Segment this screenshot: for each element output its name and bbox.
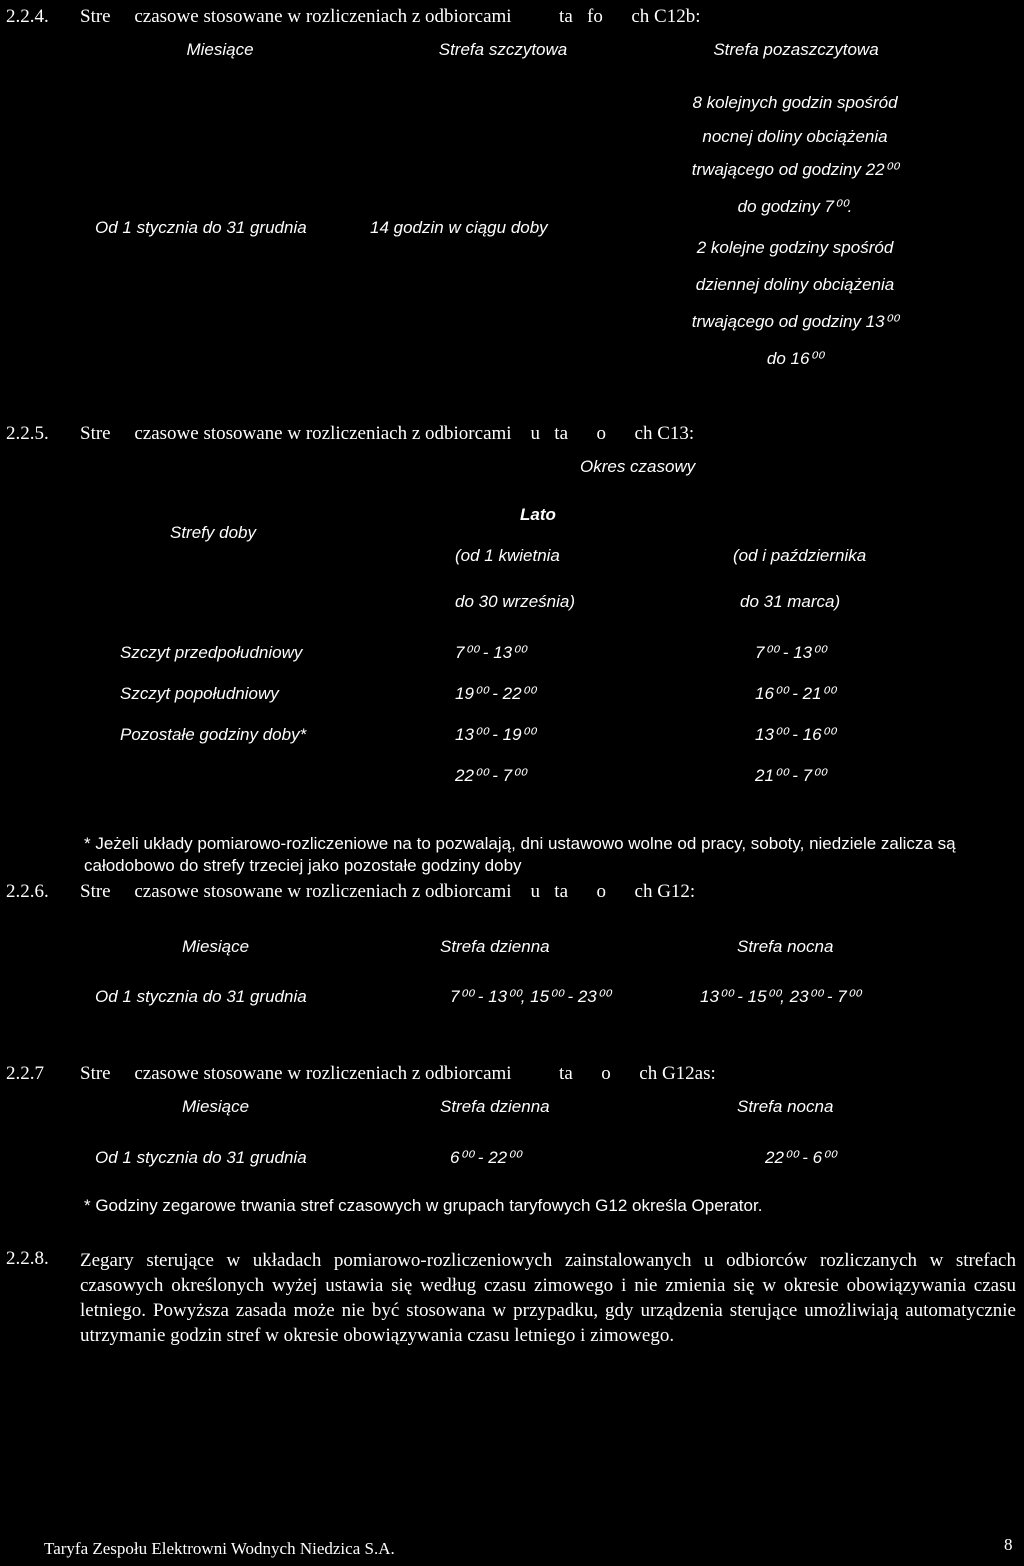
row-peak: 14 godzin w ciągu doby: [370, 218, 548, 237]
offpeak-line: do 16⁰⁰: [766, 349, 824, 368]
row-night: 13⁰⁰ - 15⁰⁰, 23⁰⁰ - 7⁰⁰: [700, 987, 861, 1006]
summer-to: do 30 września): [455, 592, 576, 611]
offpeak-line: 2 kolejne godziny spośród: [696, 238, 894, 257]
col-header-night: Strefa nocna: [737, 1097, 834, 1116]
col-header-peak: Strefa szczytowa: [438, 40, 568, 59]
zone-summer: 13⁰⁰ - 19⁰⁰: [455, 725, 536, 744]
section-heading-2-2-6: Stre czasowe stosowane w rozliczeniach z odbiorcami u ta o ch G12:: [80, 881, 696, 902]
col-header-months: Miesiące: [186, 40, 254, 59]
zone-winter: 21⁰⁰ - 7⁰⁰: [755, 766, 826, 785]
section-number-2-2-5: 2.2.5.: [6, 423, 49, 444]
offpeak-line: trwającego od godziny 13⁰⁰: [691, 312, 899, 331]
zones-header: Strefy doby: [170, 523, 256, 542]
col-header-months: Miesiące: [182, 1097, 250, 1116]
row-months: Od 1 stycznia do 31 grudnia: [95, 1148, 307, 1167]
page-number: 8: [1004, 1535, 1013, 1554]
zone-label: Szczyt popołudniowy: [120, 684, 279, 703]
winter-to: do 31 marca): [740, 592, 841, 611]
summer-from: (od 1 kwietnia: [455, 546, 560, 565]
section-number-2-2-4: 2.2.4.: [6, 6, 49, 27]
section-text-2-2-8: Zegary sterujące w układach pomiarowo-rozliczeniowych zainstalowanych u odbiorców rozliczanych w strefach czasowych określonych wyżej ustawia się według czasu zimowego i nie zmienia się w okresie obowiązywania czasu letniego. Powyższa zasada może nie być stosowana w przypadku, gdy urządzenia sterujące umożliwiają automatycznie utrzymanie godzin stref w okresie obowiązywania czasu letniego i zimowego.: [80, 1250, 1016, 1346]
row-night: 22⁰⁰ - 6⁰⁰: [765, 1148, 836, 1167]
row-months: Od 1 stycznia do 31 grudnia: [95, 987, 307, 1006]
zone-winter: 13⁰⁰ - 16⁰⁰: [755, 725, 836, 744]
zone-summer: 19⁰⁰ - 22⁰⁰: [455, 684, 536, 703]
offpeak-line: trwającego od godziny 22⁰⁰: [691, 160, 899, 179]
section-heading-2-2-7: Stre czasowe stosowane w rozliczeniach z odbiorcami ta o ch G12as:: [80, 1063, 716, 1084]
col-header-offpeak: Strefa pozaszczytowa: [713, 40, 879, 59]
col-header-night: Strefa nocna: [737, 937, 834, 956]
section-heading-2-2-4: Stre czasowe stosowane w rozliczeniach z odbiorcami ta fo ch C12b:: [80, 6, 701, 27]
offpeak-line: do godziny 7⁰⁰.: [737, 197, 853, 216]
offpeak-line: 8 kolejnych godzin spośród: [692, 93, 898, 112]
footnote-g12: * Godziny zegarowe trwania stref czasowych w grupach taryfowych G12 określa Operator.: [84, 1196, 763, 1215]
offpeak-line: nocnej doliny obciążenia: [702, 127, 888, 146]
section-number-2-2-8: 2.2.8.: [6, 1248, 49, 1269]
zone-winter: 16⁰⁰ - 21⁰⁰: [755, 684, 836, 703]
col-header-months: Miesiące: [182, 937, 250, 956]
zone-label: Pozostałe godziny doby*: [120, 725, 307, 744]
zone-summer: 22⁰⁰ - 7⁰⁰: [455, 766, 526, 785]
footnote-c13: * Jeżeli układy pomiarowo-rozliczeniowe na to pozwalają, dni ustawowo wolne od pracy, soboty, niedziele zalicza są całodobowo do strefy trzeciej jako pozostałe godziny doby: [84, 834, 956, 875]
zone-summer: 7⁰⁰ - 13⁰⁰: [455, 643, 526, 662]
winter-from: (od i października: [733, 546, 867, 565]
period-header: Okres czasowy: [580, 457, 696, 476]
row-months: Od 1 stycznia do 31 grudnia: [95, 218, 307, 237]
zone-label: Szczyt przedpołudniowy: [120, 643, 303, 662]
col-header-day: Strefa dzienna: [440, 1097, 550, 1116]
col-header-day: Strefa dzienna: [440, 937, 550, 956]
section-heading-2-2-5: Stre czasowe stosowane w rozliczeniach z odbiorcami u ta o ch C13:: [80, 423, 695, 444]
row-day: 7⁰⁰ - 13⁰⁰, 15⁰⁰ - 23⁰⁰: [450, 987, 611, 1006]
zone-winter: 7⁰⁰ - 13⁰⁰: [755, 643, 826, 662]
section-number-2-2-6: 2.2.6.: [6, 881, 49, 902]
row-day: 6⁰⁰ - 22⁰⁰: [450, 1148, 521, 1167]
footer-title: Taryfa Zespołu Elektrowni Wodnych Niedzica S.A.: [44, 1539, 395, 1558]
summer-title: Lato: [520, 505, 556, 524]
section-number-2-2-7: 2.2.7: [6, 1063, 44, 1084]
offpeak-line: dziennej doliny obciążenia: [695, 275, 895, 294]
